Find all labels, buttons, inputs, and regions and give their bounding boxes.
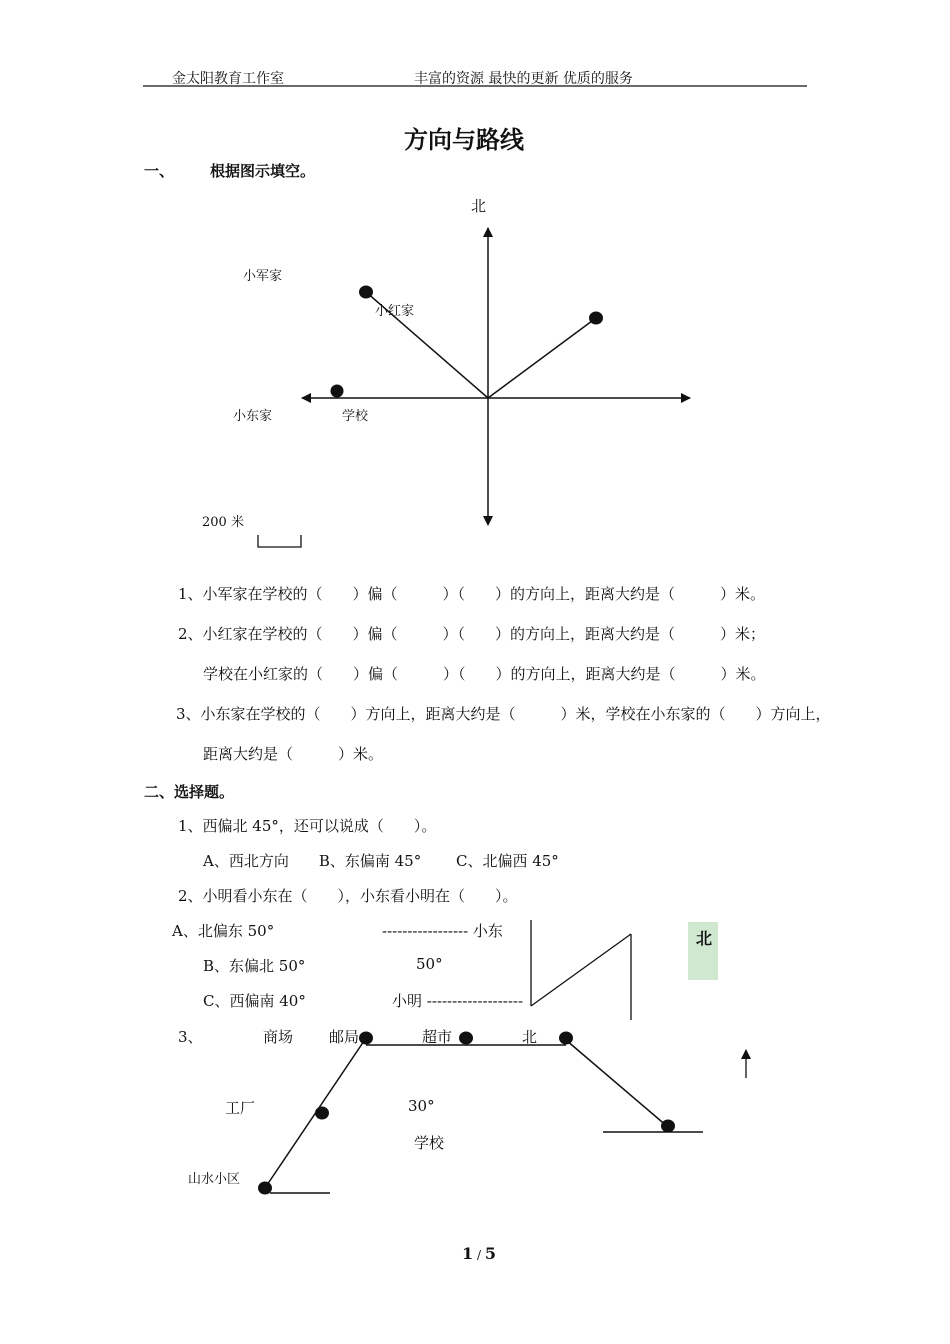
section1-heading: 根据图示填空。 (210, 162, 316, 180)
factory-dot (315, 1107, 329, 1120)
question-2-2-option-a: A、北偏东 50° (172, 922, 275, 940)
residence-label: 山水小区 (188, 1172, 241, 1187)
direction-diagram (258, 228, 690, 547)
header-right: 丰富的资源 最快的更新 优质的服务 (414, 71, 633, 87)
q3-angle-label: 30° (408, 1097, 435, 1115)
q3-school-label: 学校 (414, 1134, 445, 1152)
xiaojun-dot (359, 286, 373, 299)
factory-label: 工厂 (225, 1099, 256, 1117)
post-office-dot (359, 1032, 373, 1045)
q2-xiaodong-line: ----------------- 小东 (382, 922, 503, 940)
q2-north-label: 北 (696, 929, 713, 948)
corner-dot (559, 1032, 573, 1045)
page-separator: / (473, 1248, 485, 1262)
question-1-1: 1、小军家在学校的（ ）偏（ ）（ ）的方向上，距离大约是（ ）米。 (178, 585, 766, 603)
post-office-label: 邮局 (329, 1028, 360, 1046)
q2-xiaoming-line: 小明 ------------------- (392, 992, 524, 1010)
q2-diagram (531, 920, 704, 1020)
question-2-3: 3、 (178, 1028, 203, 1046)
section1-number: 一、 (144, 162, 175, 180)
q2-north-box (688, 922, 718, 980)
scale-label: 200 米 (202, 515, 244, 530)
total-pages: 5 (484, 1244, 496, 1263)
scale-bar (258, 535, 301, 547)
xiaodong-dot (331, 385, 344, 398)
q3-route-map (258, 1032, 746, 1195)
page-title: 方向与路线 (404, 125, 524, 154)
question-2-1-options: A、西北方向 B、东偏南 45° C、北偏西 45° (203, 852, 559, 870)
question-2-2: 2、小明看小东在（ ），小东看小明在（ ）。 (178, 887, 518, 905)
page-number (462, 1244, 496, 1263)
section2-heading: 二、选择题。 (144, 783, 235, 801)
question-1-2b: 学校在小红家的（ ）偏（ ）（ ）的方向上，距离大约是（ ）米。 (203, 665, 766, 683)
supermarket-dot (459, 1032, 473, 1045)
line-to-xiaohong (488, 318, 596, 398)
question-2-2-option-b: B、东偏北 50° (203, 957, 306, 975)
supermarket-label: 超市 (422, 1028, 453, 1046)
north-label: 北 (471, 197, 487, 215)
question-1-3: 3、小东家在学校的（ ）方向上，距离大约是（ ）米，学校在小东家的（ ）方向上， (176, 705, 831, 723)
q2-angle: 50° (416, 955, 443, 973)
school-dot (661, 1120, 675, 1133)
xiaojun-label: 小军家 (243, 269, 283, 284)
current-page: 1 (462, 1244, 474, 1263)
q3-north-label: 北 (522, 1028, 538, 1046)
mall-label: 商场 (263, 1028, 294, 1046)
residence-dot (258, 1182, 272, 1195)
question-2-1: 1、西偏北 45°，还可以说成（ ）。 (178, 817, 437, 835)
question-1-3b: 距离大约是（ ）米。 (203, 745, 384, 763)
question-2-2-option-c: C、西偏南 40° (203, 992, 306, 1010)
school-label: 学校 (342, 409, 369, 424)
xiaodong-label: 小东家 (233, 409, 273, 424)
xiaohong-dot (589, 312, 603, 325)
question-1-2: 2、小红家在学校的（ ）偏（ ）（ ）的方向上，距离大约是（ ）米； (178, 625, 766, 643)
xiaohong-label: 小红家 (375, 304, 415, 319)
header-left: 金太阳教育工作室 (172, 71, 284, 87)
